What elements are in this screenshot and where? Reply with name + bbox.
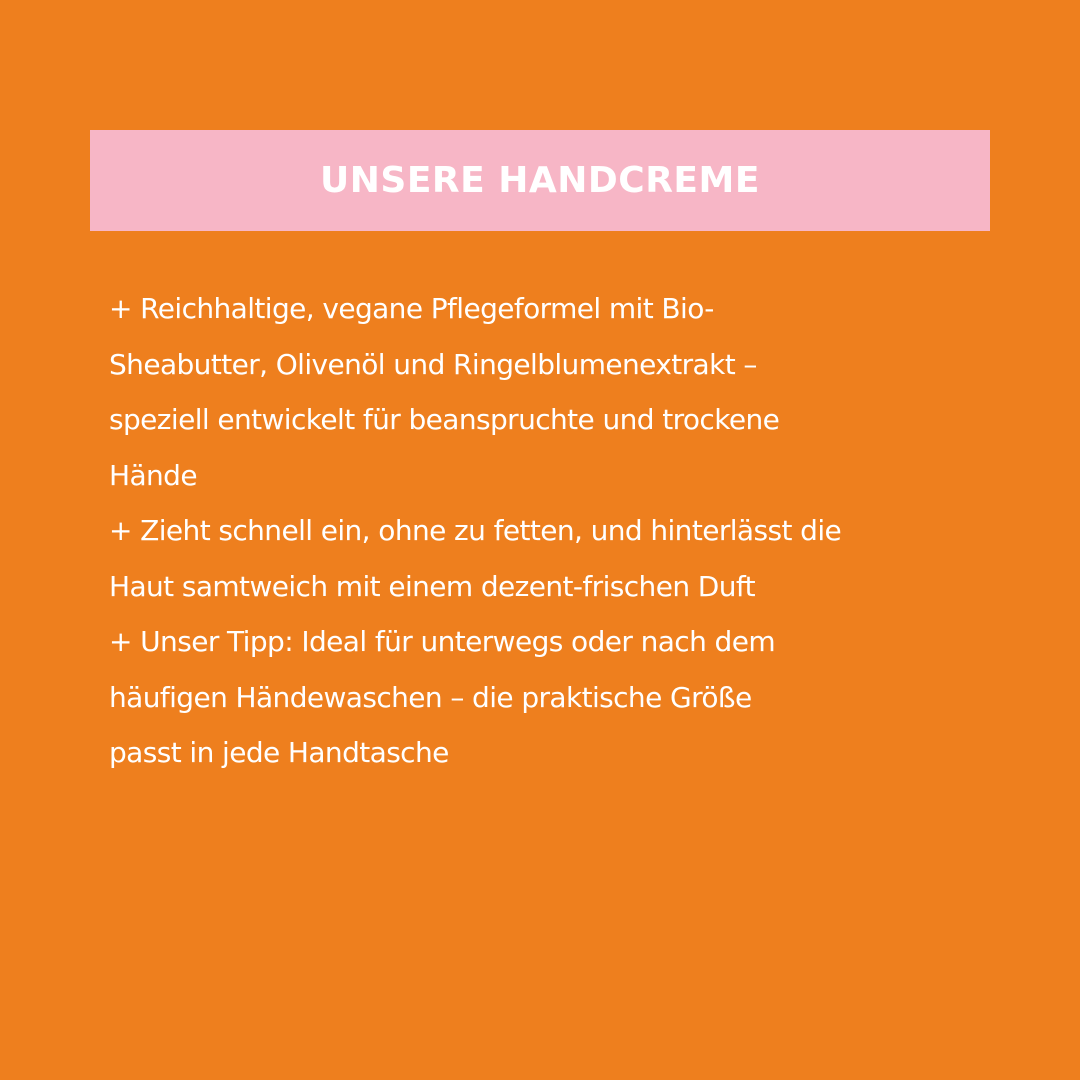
title-banner xyxy=(90,130,990,231)
feature-list xyxy=(109,281,989,781)
feature-line: speziell entwickelt für beanspruchte und trockene xyxy=(109,403,780,436)
feature-line: Sheabutter, Olivenöl und Ringelblumenextrakt – xyxy=(109,347,757,381)
feature-line: passt in jede Handtasche xyxy=(109,736,449,769)
page-title: UNSERE HANDCREME xyxy=(320,159,760,201)
feature-line: + Unser Tipp: Ideal für unterwegs oder nach dem xyxy=(109,625,776,658)
feature-line: + Reichhaltige, vegane Pflegeformel mit Bio- xyxy=(109,292,714,325)
feature-line: Hände xyxy=(109,458,197,492)
feature-line: Haut samtweich mit einem dezent-frischen Duft xyxy=(109,569,756,603)
feature-line: + Zieht schnell ein, ohne zu fetten, und hinterlässt die xyxy=(109,514,842,547)
feature-line: häufigen Händewaschen – die praktische Größe xyxy=(109,680,752,714)
